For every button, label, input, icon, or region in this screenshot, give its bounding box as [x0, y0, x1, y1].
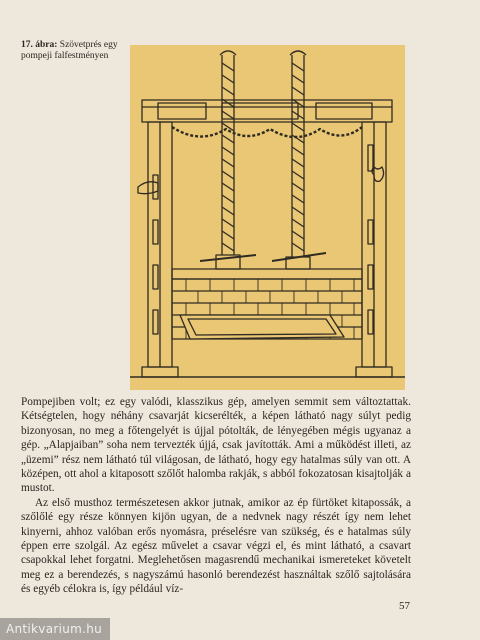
- left-screw: [220, 51, 236, 255]
- press-illustration: [130, 45, 405, 390]
- right-screw: [290, 51, 306, 257]
- paragraph-2: Az első musthoz természetesen akkor jutnak, amikor az ép fürtöket kitapossák, a szőlőlé egy része könnyen kijön ugyan, de a nedvnek nagy részét így nem lehet kinyerni, ahhoz valóban erős nyomásra, préselésre van szükség, és e hatalmas súly éppen erre szolgál. Az egész művelet a csavar végzi el, és mint látható, a csavart csapokkal lehet forgatni. Meglehetősen magasrendű mechanikai ismereteket követelt meg ez a berendezés, s nagyszámú hasonló berendezést használtak szőlő sajtolására és egyéb célokra is, így például víz-: [21, 496, 411, 596]
- figure-number: 17. ábra:: [21, 40, 58, 50]
- figure-caption-text: Szövetprés egy pompeji falfestményen: [21, 40, 118, 61]
- paragraph-1: Pompejiben volt; ez egy valódi, klasszikus gép, amelyen semmit sem változtattak. Kétségtelen, hogy néhány csavarját kicserélték, a képen látható nagy súlyt pedig bizonyosan, no meg a főtengelyét is újjal pótolták, de lényegében mégis ugyanaz a gép. „Alapjaiban” soha nem tervezték újjá, csak javították. Ami a működést illeti, az „üzemi” rész nem látható túl világosan, de látható, hogy egy hatalmas súly van ott. A középen, ott ahol a kitaposott szőlőt halomba rakják, s abból fokozatosan kisajtolják a mustot.: [21, 396, 411, 495]
- press-drawing: [130, 45, 405, 390]
- page-number: 57: [399, 600, 410, 612]
- press-board: [172, 269, 362, 279]
- body-text: [21, 395, 411, 597]
- watermark: Antikvarium.hu: [0, 618, 110, 640]
- garland: [172, 127, 362, 137]
- figure-caption: [21, 40, 131, 62]
